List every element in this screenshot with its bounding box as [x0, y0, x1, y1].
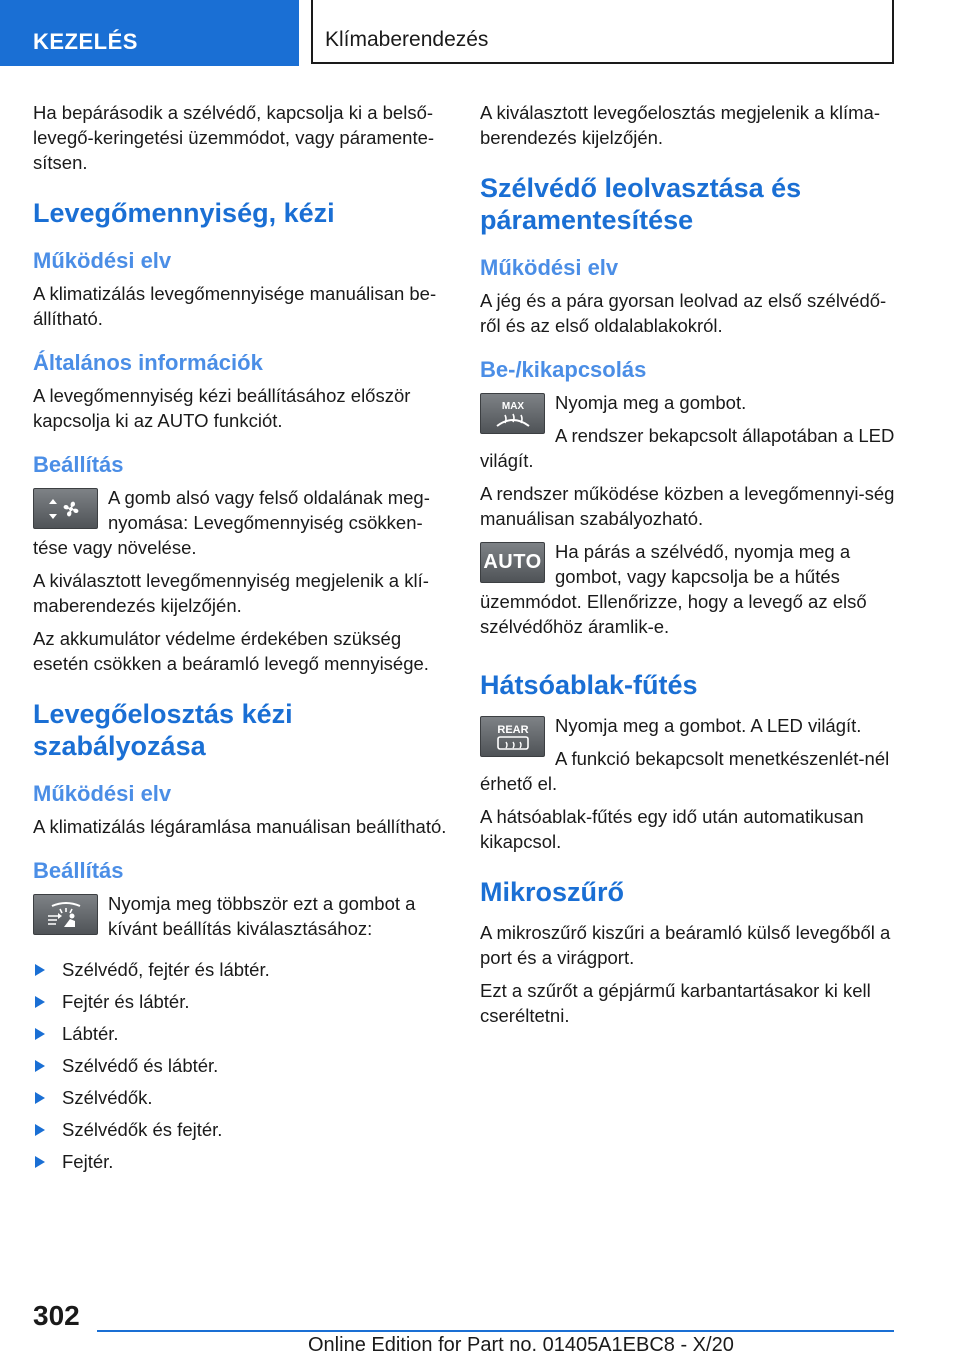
list-arrow-icon — [35, 1092, 45, 1104]
list-item-text: Szélvédők és fejtér. — [62, 1119, 223, 1140]
air-distribution-icon — [33, 894, 98, 935]
auto-button-icon — [480, 542, 545, 583]
defrost-principle-text: A jég és a pára gyorsan leolvad az első szélvédő-ről és az első oldalablakokról. — [480, 290, 887, 336]
setting-text-2: Nyomja meg többször ezt a gombot a kívánt beállítás kiválasztásához: — [108, 893, 416, 939]
general-info-text: A levegőmennyiség kézi beállításához először kapcsolja ki az AUTO funkciót. — [33, 385, 411, 431]
manual-air-text: A rendszer működése közben a levegőmennyi-ség manuálisan szabályozható. — [480, 483, 895, 529]
list-item-text: Szélvédők. — [62, 1087, 153, 1108]
selected-distribution-text: A kiválasztott levegőelosztás megjelenik a klíma-berendezés kijelzőjén. — [480, 102, 880, 148]
heading-setting-2: Beállítás — [33, 858, 124, 883]
heading-defrost: Szélvédő leolvasztása és páramentesítése — [480, 173, 802, 235]
topic-title: Klímaberendezés — [325, 28, 489, 51]
heading-air-quantity: Levegőmennyiség, kézi — [33, 198, 335, 228]
rear-label: REAR — [496, 723, 529, 736]
list-item — [33, 1053, 453, 1078]
fog-text: Ha párás a szélvédő, nyomja meg a gombot, vagy kapcsolja be a hűtés üzemmódot. Ellenőrizze, hogy a levegő az első szélvédőhöz áramlik-e. — [480, 541, 867, 637]
list-item — [33, 957, 453, 982]
setting-text: A gomb alsó vagy felső oldalának meg-nyomása: Levegőmennyiség csökken-tése vagy növelése. — [33, 487, 430, 558]
heading-microfilter: Mikroszűrő — [480, 877, 625, 907]
max-defrost-icon — [480, 393, 545, 434]
battery-text: Az akkumulátor védelme érdekében szükség esetén csökken a beáramló levegő mennyisége. — [33, 628, 429, 674]
rear-ready-text: A funkció bekapcsolt menetkészenlét-nél érhető el. — [480, 748, 890, 794]
auto-label: AUTO — [483, 551, 542, 573]
list-item-text: Fejtér. — [62, 1151, 114, 1172]
heading-on-off: Be-/kikapcsolás — [480, 357, 647, 382]
list-arrow-icon — [35, 964, 45, 976]
list-arrow-icon — [35, 1060, 45, 1072]
fan-button-block — [33, 485, 453, 568]
topic-header — [311, 0, 894, 64]
list-item-text: Szélvédő, fejtér és lábtér. — [62, 959, 270, 980]
list-item-text: Lábtér. — [62, 1023, 119, 1044]
intro-text: Ha bepárásodik a szélvédő, kapcsolja ki a belső-levegő-keringetési üzemmódot, vagy páramente-sítsen. — [33, 102, 435, 173]
edition-footer: Online Edition for Part no. 01405A1EBC8 - X/20 — [308, 1334, 734, 1356]
chapter-tab — [0, 0, 299, 66]
heading-rear-heating: Hátsóablak-fűtés — [480, 670, 698, 700]
heading-distribution: Levegőelosztás kézi szabályozása — [33, 699, 293, 761]
auto-button-block — [480, 539, 900, 647]
heading-general-info: Általános információk — [33, 350, 263, 375]
list-item — [33, 1021, 453, 1046]
chapter-title: KEZELÉS — [33, 29, 138, 54]
page-number: 302 — [33, 1300, 80, 1331]
list-item-text: Fejtér és lábtér. — [62, 991, 190, 1012]
distribution-button-block — [33, 891, 453, 949]
list-item — [33, 1149, 453, 1174]
principle-text-2: A klimatizálás légáramlása manuálisan beállítható. — [33, 816, 447, 837]
list-item — [33, 1117, 453, 1142]
left-column — [33, 100, 453, 1181]
list-arrow-icon — [35, 1156, 45, 1168]
rear-button-block — [480, 713, 900, 804]
heading-principle-2: Működési elv — [33, 781, 172, 806]
max-button-block — [480, 390, 900, 481]
list-item — [33, 1085, 453, 1110]
list-arrow-icon — [35, 1028, 45, 1040]
display-text: A kiválasztott levegőmennyiség megjelenik a klí-maberendezés kijelzőjén. — [33, 570, 429, 616]
list-item-text: Szélvédő és lábtér. — [62, 1055, 219, 1076]
list-arrow-icon — [35, 996, 45, 1008]
heading-principle-3: Működési elv — [480, 255, 619, 280]
led-text: A rendszer bekapcsolt állapotában a LED világít. — [480, 425, 895, 471]
fan-button-icon — [33, 488, 98, 529]
heading-setting: Beállítás — [33, 452, 124, 477]
right-column — [480, 100, 900, 1036]
rear-defrost-icon — [480, 716, 545, 757]
press-button-text: Nyomja meg a gombot. — [555, 392, 747, 413]
distribution-options-list — [33, 957, 453, 1174]
heading-principle: Működési elv — [33, 248, 172, 273]
list-arrow-icon — [35, 1124, 45, 1136]
principle-text: A klimatizálás levegőmennyisége manuálisan be-állítható. — [33, 283, 437, 329]
rear-press-text: Nyomja meg a gombot. A LED világít. — [555, 715, 862, 736]
list-item — [33, 989, 453, 1014]
footer-divider — [97, 1330, 894, 1332]
filter-text-1: A mikroszűrő kiszűri a beáramló külső levegőből a port és a virágport. — [480, 922, 891, 968]
rear-auto-off-text: A hátsóablak-fűtés egy idő után automatikusan kikapcsol. — [480, 806, 864, 852]
filter-text-2: Ezt a szűrőt a gépjármű karbantartásakor ki kell cseréltetni. — [480, 980, 871, 1026]
max-label: MAX — [501, 400, 524, 412]
